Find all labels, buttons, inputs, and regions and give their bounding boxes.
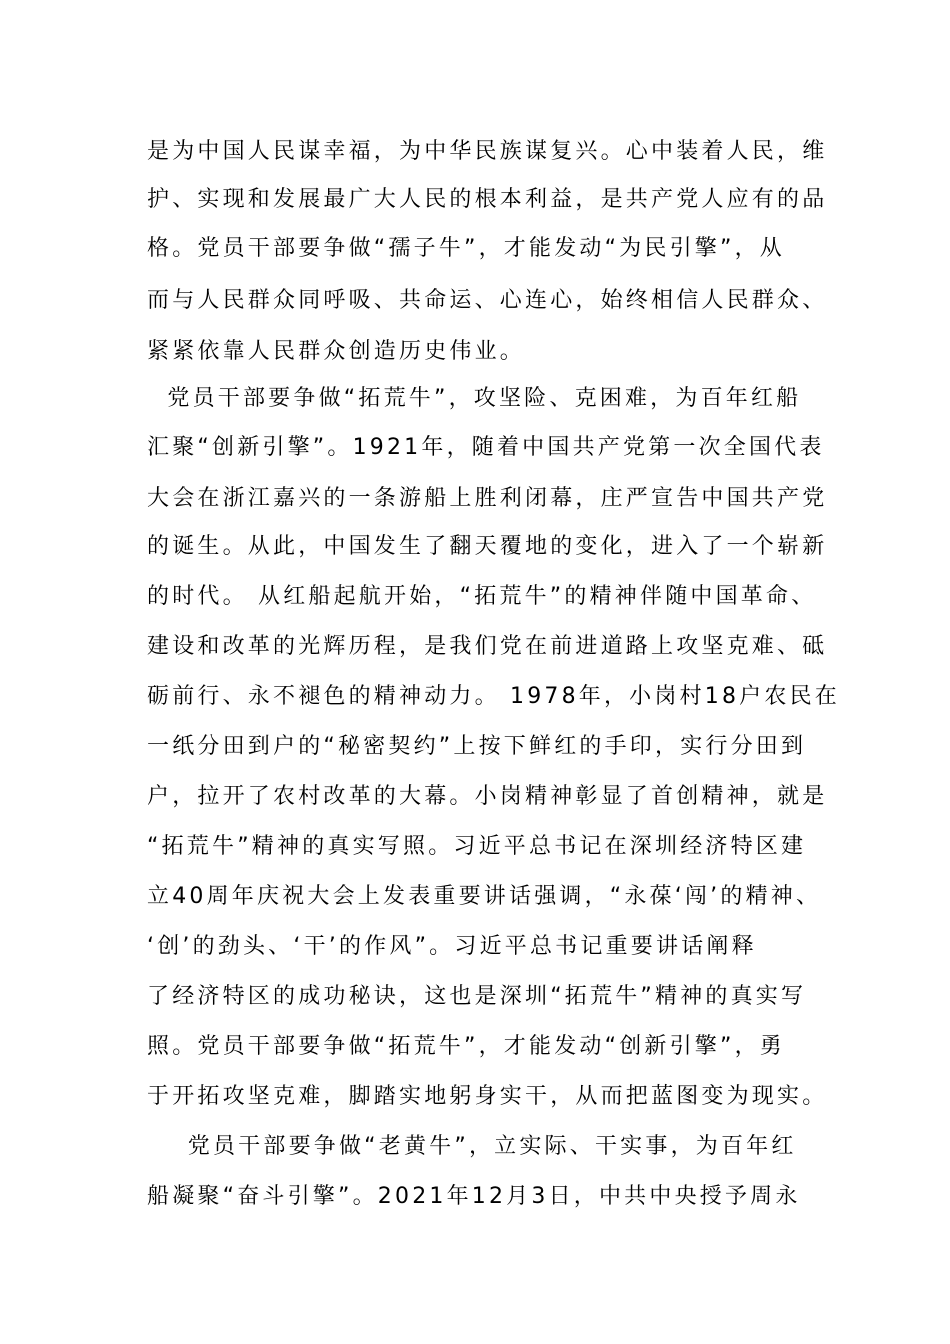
text-line: 户，拉开了农村改革的大幕。小岗精神彰显了首创精神，就是 <box>147 784 828 809</box>
text-line: 的时代。 从红船起航开始，“拓荒牛”的精神伴随中国革命、 <box>147 584 817 609</box>
text-line: 照。党员干部要争做“拓荒牛”，才能发动“创新引擎”，勇 <box>147 1034 785 1059</box>
text-line: 党员干部要争做“拓荒牛”，攻坚险、克困难，为百年红船 <box>147 386 802 411</box>
text-line: 建设和改革的光辉历程，是我们党在前进道路上攻坚克难、砥 <box>147 634 828 659</box>
text-line: 而与人民群众同呼吸、共命运、心连心，始终相信人民群众、 <box>147 288 828 313</box>
text-line: 是为中国人民谋幸福，为中华民族谋复兴。心中装着人民，维 <box>147 139 828 164</box>
text-line: 格。党员干部要争做“孺子牛”，才能发动“为民引擎”，从 <box>147 236 785 261</box>
text-line: 护、实现和发展最广大人民的根本利益，是共产党人应有的品 <box>147 187 828 212</box>
text-line: 砺前行、永不褪色的精神动力。 1978年，小岗村18户农民在 <box>147 684 840 709</box>
text-line: 大会在浙江嘉兴的一条游船上胜利闭幕，庄严宣告中国共产党 <box>147 486 828 511</box>
text-line: 于开拓攻坚克难，脚踏实地躬身实干，从而把蓝图变为现实。 <box>147 1084 828 1109</box>
text-line: 船凝聚“奋斗引擎”。2021年12月3日，中共中央授予周永 <box>147 1184 801 1209</box>
text-line: “拓荒牛”精神的真实写照。习近平总书记在深圳经济特区建 <box>147 834 807 859</box>
text-line: 紧紧依靠人民群众创造历史伟业。 <box>147 339 526 364</box>
text-line: 的诞生。从此，中国发生了翻天覆地的变化，进入了一个崭新 <box>147 534 828 559</box>
text-line: 了经济特区的成功秘诀，这也是深圳“拓荒牛”精神的真实写 <box>147 984 807 1009</box>
text-line: 一纸分田到户的“秘密契约”上按下鲜红的手印，实行分田到 <box>147 734 807 759</box>
text-line: 党员干部要争做“老黄牛”，立实际、干实事，为百年红 <box>147 1134 797 1159</box>
text-line: ‘创’的劲头、‘干’的作风”。习近平总书记重要讲话阐释 <box>147 934 757 959</box>
text-line: 汇聚“创新引擎”。1921年，随着中国共产党第一次全国代表 <box>147 435 825 460</box>
text-line: 立40周年庆祝大会上发表重要讲话强调，“永葆‘闯’的精神、 <box>147 884 822 909</box>
